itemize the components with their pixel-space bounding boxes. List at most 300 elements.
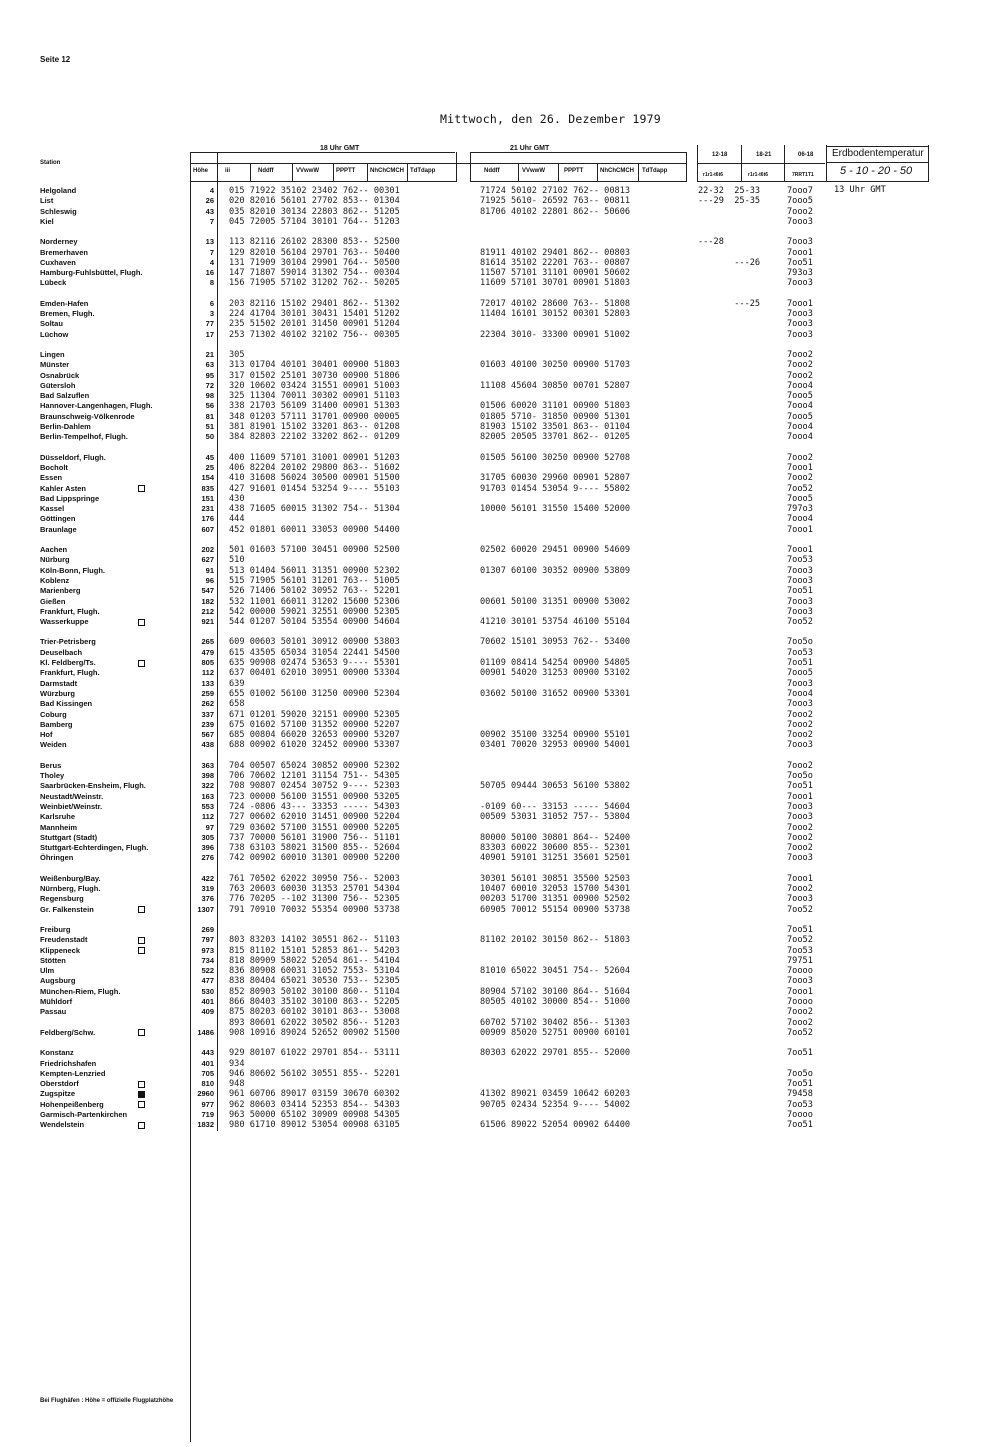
obs-18utc: 742 00902 60010 31301 00900 52200 <box>229 853 400 864</box>
station-height: 17 <box>205 329 214 339</box>
soil-temperature: 7oo52 <box>787 1027 813 1038</box>
obs-18utc: 723 00000 56100 31551 00900 53205 <box>229 791 400 802</box>
station-name: Würzburg <box>40 688 75 698</box>
station-name: Neustadt/Weinstr. <box>40 791 104 801</box>
soil-temperature: 7ooo1 <box>787 873 813 884</box>
station-height: 25 <box>205 462 214 472</box>
obs-18utc: 761 70502 62022 30950 756-- 52003 <box>229 873 400 884</box>
soil-temperature: 7ooo2 <box>787 452 813 463</box>
obs-21utc: 02502 60020 29451 00900 54609 <box>480 545 631 555</box>
obs-18utc: 671 01201 59020 32151 00900 52305 <box>229 709 400 720</box>
station-name: Kl. Feldberg/Ts. <box>40 658 96 667</box>
obs-18utc: 410 31608 56024 30500 00901 51500 <box>229 473 400 484</box>
obs-18utc: 838 80404 65021 30530 753-- 52305 <box>229 976 400 987</box>
nddff-header-21: Nddff <box>484 168 500 174</box>
obs-18utc: 515 71905 56101 31201 763-- 51005 <box>229 575 400 586</box>
soil-temperature: 7oo5o <box>787 771 813 781</box>
obs-18utc: 452 01801 60011 33053 00900 54400 <box>229 524 400 535</box>
station-height: 479 <box>201 647 214 657</box>
obs-18utc: 348 01203 57111 31701 00900 00005 <box>229 411 400 422</box>
soil-temperature: 7ooo4 <box>787 401 813 412</box>
station-name: Karlsruhe <box>40 812 76 822</box>
station-name: Gr. Falkenstein <box>40 904 94 914</box>
obs-21utc: 80000 50100 30801 864-- 52400 <box>480 832 631 843</box>
obs-18utc: 542 00000 59021 32551 00900 52305 <box>229 606 400 617</box>
soil-temperature: 7ooo2 <box>787 1017 813 1028</box>
station-name: Freiburg <box>40 924 71 934</box>
soil-temperature: 7ooo2 <box>787 760 813 771</box>
station-name: Lingen <box>40 349 65 359</box>
station-height: 7 <box>209 247 214 257</box>
station-height: 553 <box>201 801 214 811</box>
obs-18utc: 946 80602 56102 30551 855-- 52201 <box>229 1068 400 1079</box>
pppt-header-21: PPPTT <box>564 168 584 174</box>
obs-21utc: 81706 40102 22801 862-- 50606 <box>480 206 631 217</box>
station-name: Weißenburg/Bay. <box>40 873 101 883</box>
obs-18utc: 035 82010 30134 22803 862-- 51205 <box>229 206 400 217</box>
station-name: Essen <box>40 473 63 483</box>
station-height: 259 <box>201 688 214 698</box>
soil-temperature: 7ooo2 <box>787 709 813 720</box>
station-height: 262 <box>201 699 214 709</box>
station-name: Weiden <box>40 740 67 750</box>
station-height: 269 <box>201 924 214 934</box>
station-height: 2960 <box>197 1089 214 1099</box>
station-height: 212 <box>201 606 214 616</box>
obs-18utc: 836 80908 60031 31052 7553- 53104 <box>229 966 400 977</box>
station-height: 182 <box>201 596 214 606</box>
obs-18utc: 685 00804 66020 32653 00900 53207 <box>229 730 400 741</box>
station-height: 805 <box>201 658 214 667</box>
obs-21utc: 81102 20102 30150 862-- 51803 <box>480 935 631 946</box>
station-height: 6 <box>209 298 214 308</box>
soil-temperature: 7ooo4 <box>787 514 813 525</box>
height-header: Höhe <box>193 168 208 174</box>
station-height: 51 <box>205 422 214 431</box>
soil-temperature: 7oo52 <box>787 617 813 628</box>
obs-18utc: 615 43505 65034 31054 22441 54500 <box>229 647 400 658</box>
soil-temperature: 7ooo4 <box>787 380 813 391</box>
station-name: Bamberg <box>40 719 73 729</box>
station-name: Hof <box>40 730 53 740</box>
station-height: 50 <box>205 432 214 442</box>
station-name: Bad Kissingen <box>40 699 93 709</box>
square-icon <box>138 619 145 626</box>
obs-18utc: 224 41704 30101 30431 15401 51202 <box>229 309 400 319</box>
obs-18utc: 948 <box>229 1079 245 1090</box>
station-height: 176 <box>201 514 214 524</box>
soil-temperature: 7oo51 <box>787 658 813 668</box>
soil-temperature: 7ooo2 <box>787 360 813 371</box>
station-height: 265 <box>201 637 214 647</box>
station-name: Öhringen <box>40 853 74 863</box>
station-height: 305 <box>201 832 214 842</box>
station-height: 396 <box>201 843 214 853</box>
station-height: 977 <box>201 1099 214 1109</box>
obs-21utc: 41302 89021 03459 10642 60203 <box>480 1089 631 1100</box>
station-height: 72 <box>205 380 214 390</box>
station-height: 77 <box>205 319 214 329</box>
station-height: 16 <box>205 268 214 278</box>
station-name: Kiel <box>40 216 54 226</box>
station-height: 401 <box>201 1058 214 1068</box>
obs-21utc: 00601 50100 31351 00900 53002 <box>480 596 631 607</box>
obs-18utc: 020 82016 56101 27702 853-- 01304 <box>229 196 400 207</box>
soil-temperature: 79458 <box>787 1089 813 1100</box>
soil-temperature: 7oo51 <box>787 1048 813 1059</box>
station-height: 4 <box>209 257 214 267</box>
soil-temperature: 7ooo7 <box>787 186 813 196</box>
obs-18utc: 708 90807 02454 30752 9---- 52303 <box>229 781 400 792</box>
station-name: Augsburg <box>40 976 76 986</box>
station-height: 96 <box>205 575 214 585</box>
obs-18utc: 961 60706 89017 03159 30670 60302 <box>229 1089 400 1100</box>
soil-temperature: 7ooo3 <box>787 278 813 289</box>
extremes-values: ---25 <box>698 298 761 309</box>
station-height: 719 <box>201 1110 214 1119</box>
obs-21utc: 81911 40102 29401 862-- 00803 <box>480 247 631 258</box>
station-height: 567 <box>201 730 214 740</box>
station-name: Bad Salzuflen <box>40 391 90 401</box>
obs-18utc: 544 01207 50104 53554 00900 54604 <box>229 617 400 628</box>
station-name: Friedrichshafen <box>40 1058 97 1068</box>
soil-temperature: 7ooo2 <box>787 349 813 360</box>
obs-18utc: 444 <box>229 514 245 525</box>
obs-18utc: 510 <box>229 555 245 566</box>
square-icon <box>138 1029 145 1036</box>
obs-18utc: 980 61710 89012 53054 00908 63105 <box>229 1120 400 1131</box>
station-name: Trier-Petrisberg <box>40 637 96 647</box>
obs-18utc: 532 11001 66011 31202 15600 52306 <box>229 596 400 607</box>
obs-21utc: 80904 57102 30100 864-- 51604 <box>480 986 631 997</box>
obs-21utc: 41210 30101 53754 46100 55104 <box>480 617 631 628</box>
station-height: 63 <box>205 360 214 370</box>
obs-21utc: 50705 09444 30653 56100 53802 <box>480 781 631 792</box>
obs-21utc: 81614 35102 22201 763-- 00807 <box>480 257 631 268</box>
station-name: Osnabrück <box>40 370 80 380</box>
station-height: 401 <box>201 997 214 1006</box>
station-height: 154 <box>201 473 214 483</box>
obs-21utc: 71925 5610- 26592 763-- 00811 <box>480 196 631 207</box>
station-name: Kempten-Lenzried <box>40 1068 106 1078</box>
soil-temperature: 7ooo2 <box>787 884 813 894</box>
station-height: 81 <box>205 411 214 421</box>
station-height: 95 <box>205 370 214 380</box>
page-number: Seite 12 <box>40 55 71 64</box>
obs-21utc: 70602 15101 30953 762-- 53400 <box>480 637 631 648</box>
station-name: Oberstdorf <box>40 1079 79 1089</box>
obs-18utc: 305 <box>229 349 245 360</box>
obs-18utc: 776 70205 --102 31300 756-- 52305 <box>229 894 400 905</box>
obs-21utc: 81903 15102 33501 863-- 01104 <box>480 422 631 432</box>
obs-18utc: 203 82116 15102 29401 862-- 51302 <box>229 298 400 309</box>
station-height: 7 <box>209 216 214 226</box>
obs-18utc: 501 01603 57100 30451 00900 52500 <box>229 545 400 555</box>
station-name: Berus <box>40 760 62 770</box>
obs-18utc: 320 10602 03424 31551 00901 51003 <box>229 380 400 391</box>
station-name: Hohenpeißenberg <box>40 1099 104 1109</box>
nddff-header-18: Nddff <box>258 168 274 174</box>
station-height: 112 <box>201 668 214 678</box>
station-name: Nürnberg, Flugh. <box>40 884 101 893</box>
soil-temperature: 7ooo3 <box>787 853 813 864</box>
station-name: Münster <box>40 360 70 370</box>
soil-temperature: 7oo5o <box>787 637 813 648</box>
obs-18utc: 325 11304 70011 30302 00901 51103 <box>229 391 400 402</box>
station-height: 530 <box>201 986 214 996</box>
soil-temperature: 7ooo3 <box>787 976 813 987</box>
station-name: Hannover-Langenhagen, Flugh. <box>40 401 153 411</box>
obs-18utc: 381 81901 15102 33201 863-- 01208 <box>229 422 400 432</box>
obs18-header: 18 Uhr GMT <box>320 145 360 152</box>
obs-18utc: 235 51502 20101 31450 00901 51204 <box>229 319 400 330</box>
obs-18utc: 724 -0806 43--- 33353 ----- 54303 <box>229 801 400 812</box>
station-name: Wasserkuppe <box>40 617 89 627</box>
iii-header: iii <box>225 168 231 174</box>
obs-21utc: 80505 40102 30000 854-- 51000 <box>480 997 631 1007</box>
soil-temperature: 7oo53 <box>787 945 813 956</box>
station-name: Weinbiet/Weinstr. <box>40 801 103 811</box>
station-name: Lüchow <box>40 329 69 339</box>
soil-temperature: 7oo5o <box>787 1068 813 1079</box>
soil-temperature: 7ooo1 <box>787 298 813 309</box>
obs-18utc: 526 71406 50102 30952 763-- 52201 <box>229 586 400 597</box>
station-name: Cuxhaven <box>40 257 76 267</box>
obs-21utc: 03401 70020 32953 00900 54001 <box>480 740 631 751</box>
obs-21utc: 01506 60020 31101 00900 51803 <box>480 401 631 412</box>
station-height: 398 <box>201 771 214 780</box>
obs-18utc: 338 21703 56109 31400 00901 51303 <box>229 401 400 412</box>
station-name: Köln-Bonn, Flugh. <box>40 565 105 575</box>
soil-temperature: 7ooo3 <box>787 699 813 710</box>
station-height: 112 <box>201 812 214 822</box>
obs-21utc: 00902 35100 33254 00900 55101 <box>480 730 631 741</box>
obs-18utc: 706 70602 12101 31154 751-- 54305 <box>229 771 400 781</box>
obs-18utc: 317 01502 25101 30730 00900 51806 <box>229 370 400 381</box>
station-name: Lübeck <box>40 278 67 288</box>
station-name: Bocholt <box>40 462 68 472</box>
obs-18utc: 815 81102 15101 52853 861-- 54203 <box>229 945 400 956</box>
soil-temperature: 7ooo3 <box>787 319 813 330</box>
soil-temperature: 7oo53 <box>787 555 813 566</box>
soil-temperature: 7ooo3 <box>787 894 813 905</box>
station-name: Braunschweig-Völkenrode <box>40 411 135 421</box>
station-height: 13 <box>205 237 214 247</box>
col-1218-sub: r1r1-t6t6 <box>703 172 724 178</box>
obs-18utc: 637 00401 62010 30951 00900 53304 <box>229 668 400 679</box>
obs-18utc: 727 00602 62010 31451 00900 52204 <box>229 812 400 823</box>
station-height: 363 <box>201 760 214 770</box>
station-name: Berlin-Tempelhof, Flugh. <box>40 432 128 442</box>
obs-18utc: 131 71909 30104 29901 764-- 50500 <box>229 257 400 268</box>
obs-18utc: 929 80107 61022 29701 854-- 53111 <box>229 1048 400 1059</box>
station-height: 97 <box>205 822 214 832</box>
station-height: 627 <box>201 555 214 565</box>
soil-temperature: 7ooo3 <box>787 606 813 617</box>
station-name: Frankfurt, Flugh. <box>40 606 100 616</box>
soil-temperature: 7ooo3 <box>787 309 813 319</box>
obs-18utc: 852 80903 50102 30100 860-- 51104 <box>229 986 400 997</box>
square-icon <box>138 1101 145 1108</box>
soil-time-note: 13 Uhr GMT <box>834 185 886 195</box>
station-height: 202 <box>201 545 214 554</box>
nh-header-21: NhChCMCH <box>600 168 634 174</box>
soil-temperature: 7ooo3 <box>787 565 813 576</box>
station-height: 322 <box>201 781 214 791</box>
obs-18utc: 015 71922 35102 23402 762-- 00301 <box>229 186 400 196</box>
station-height: 443 <box>201 1048 214 1058</box>
soil-temperature: 7oo52 <box>787 483 813 494</box>
obs-18utc: 430 <box>229 493 245 504</box>
col-1821-sub: r1r1-t6t6 <box>748 172 769 178</box>
station-name: Kahler Asten <box>40 483 86 493</box>
station-name: Konstanz <box>40 1048 74 1058</box>
station-height: 1832 <box>197 1120 214 1130</box>
obs-18utc: 729 03602 57100 31551 00900 52205 <box>229 822 400 833</box>
soil-temperature: 7ooo4 <box>787 422 813 432</box>
obs-18utc: 658 <box>229 699 245 710</box>
station-name: Norderney <box>40 237 78 247</box>
station-name: Stuttgart-Echterdingen, Flugh. <box>40 843 149 853</box>
station-height: 810 <box>201 1079 214 1089</box>
extremes-values: 22-32 25-33 <box>698 186 761 196</box>
soil-temperature: 7oo51 <box>787 586 813 597</box>
obs-21utc: 22304 3010- 33300 00901 51002 <box>480 329 631 340</box>
col-1821-header: 18-21 <box>756 152 772 158</box>
square-icon <box>138 1081 145 1088</box>
station-height: 1486 <box>197 1027 214 1037</box>
station-height: 797 <box>201 935 214 945</box>
soil-temperature: 7ooo2 <box>787 843 813 854</box>
soil-temperature: 7ooo2 <box>787 473 813 484</box>
tdt-header-21: TdTdapp <box>642 168 668 174</box>
col-1218-header: 12-18 <box>712 152 728 158</box>
extremes-values: ---26 <box>698 257 761 268</box>
obs-21utc: 03602 50100 31652 00900 53301 <box>480 688 631 699</box>
obs-18utc: 655 01002 56100 31250 00900 52304 <box>229 688 400 699</box>
station-name: Deuselbach <box>40 647 83 657</box>
obs-18utc: 818 80909 58022 52054 861-- 54104 <box>229 955 400 966</box>
station-name: Saarbrücken-Ensheim, Flugh. <box>40 781 146 791</box>
obs-21utc: 71724 50102 27102 762-- 00813 <box>480 186 631 196</box>
soil-temperature: 7ooo4 <box>787 432 813 443</box>
soil-temperature: 7oooo <box>787 997 813 1007</box>
soil-temperature: 7ooo3 <box>787 812 813 823</box>
obs-18utc: 639 <box>229 678 245 689</box>
soil-temperature: 7ooo3 <box>787 740 813 751</box>
soil-temperature: 797o3 <box>787 504 813 515</box>
station-height: 231 <box>201 504 214 514</box>
soil-temperature: 7oo51 <box>787 1120 813 1131</box>
station-name: Soltau <box>40 319 63 329</box>
obs-18utc: 438 71605 60015 31302 754-- 51304 <box>229 504 400 515</box>
obs-21utc: 40901 59101 31251 35601 52501 <box>480 853 631 864</box>
station-height: 133 <box>201 678 214 688</box>
station-name: Garmisch-Partenkirchen <box>40 1110 128 1119</box>
station-height: 477 <box>201 976 214 986</box>
obs-18utc: 156 71905 57102 31202 762-- 50205 <box>229 278 400 289</box>
square-icon <box>138 485 145 492</box>
station-name: Ulm <box>40 966 55 976</box>
station-height: 163 <box>201 791 214 801</box>
station-name: Feldberg/Schw. <box>40 1027 96 1037</box>
obs-18utc: 384 82803 22102 33202 862-- 01209 <box>229 432 400 443</box>
station-height: 21 <box>205 349 214 359</box>
obs-18utc: 427 91601 01454 53254 9---- 55103 <box>229 483 400 494</box>
station-height: 151 <box>201 493 214 503</box>
obs-21utc: 60702 57102 30402 856-- 51303 <box>480 1017 631 1028</box>
soil-temperature: 7ooo5 <box>787 411 813 422</box>
obs-18utc: 893 80601 62022 30502 856-- 51203 <box>229 1017 400 1028</box>
obs-18utc: 875 80203 60102 30101 863-- 53008 <box>229 1007 400 1018</box>
soil-temperature: 7ooo1 <box>787 247 813 258</box>
station-name: Wendelstein <box>40 1120 85 1130</box>
soil-temperature: 7oo53 <box>787 1099 813 1110</box>
square-icon <box>138 660 145 667</box>
filled-square-icon <box>138 1091 145 1098</box>
obs-18utc: 406 82204 20102 29800 863-- 51602 <box>229 462 400 473</box>
obs-18utc: 147 71807 59014 31302 754-- 00304 <box>229 268 400 279</box>
obs-18utc: 962 80603 03414 52353 854-- 54303 <box>229 1099 400 1110</box>
vvwww-header-18: VVwwW <box>296 168 320 174</box>
station-height: 376 <box>201 894 214 904</box>
obs-21utc: 11507 57101 31101 00901 50602 <box>480 268 631 279</box>
soil-temperature: 7ooo3 <box>787 575 813 586</box>
soil-temperature: 7oo51 <box>787 257 813 268</box>
soil-temperature: 7ooo3 <box>787 801 813 812</box>
soil-temperature: 7oooo <box>787 1110 813 1120</box>
station-height: 45 <box>205 452 214 462</box>
obs-21utc: 83303 60022 30600 855-- 52301 <box>480 843 631 854</box>
station-height: 438 <box>201 740 214 750</box>
soil-temperature: 7oo51 <box>787 1079 813 1090</box>
soil-temperature: 7oo51 <box>787 924 813 935</box>
station-name: Zugspitze <box>40 1089 75 1099</box>
obs-21utc: 11404 16101 30152 00301 52803 <box>480 309 631 319</box>
obs-21utc: 10000 56101 31550 15400 52000 <box>480 504 631 515</box>
obs-18utc: 908 10916 89024 52652 00902 51500 <box>229 1027 400 1038</box>
station-height: 409 <box>201 1007 214 1017</box>
soil-temperature: 7oo51 <box>787 781 813 792</box>
station-name: Helgoland <box>40 186 77 195</box>
obs-18utc: 763 20603 60030 31353 25701 54304 <box>229 884 400 894</box>
station-name: Kassel <box>40 504 65 514</box>
station-height: 835 <box>201 483 214 493</box>
obs21-header: 21 Uhr GMT <box>510 145 550 152</box>
soil-temperature: 7ooo2 <box>787 822 813 833</box>
station-height: 276 <box>201 853 214 863</box>
station-name: Göttingen <box>40 514 76 524</box>
soil-depth-header: 5 - 10 - 20 - 50 <box>840 165 913 177</box>
obs-18utc: 253 71302 40102 32102 756-- 00305 <box>229 329 400 340</box>
station-header: Station <box>40 160 61 166</box>
obs-18utc: 400 11609 57101 31001 00901 51203 <box>229 452 400 463</box>
station-height: 239 <box>201 719 214 729</box>
obs-21utc: -0109 60--- 33153 ----- 54604 <box>480 801 631 812</box>
station-name: Coburg <box>40 709 67 719</box>
station-name: Koblenz <box>40 575 70 585</box>
obs-21utc: 90705 02434 52354 9---- 54002 <box>480 1099 631 1110</box>
obs-21utc: 11609 57101 30701 00901 51803 <box>480 278 631 289</box>
soil-temperature: 7ooo2 <box>787 1007 813 1018</box>
soil-temperature: 7oo53 <box>787 647 813 658</box>
obs-21utc: 00509 53031 31052 757-- 53804 <box>480 812 631 823</box>
obs-21utc: 61506 89022 52054 00902 64400 <box>480 1120 631 1131</box>
obs-18utc: 675 01602 57100 31352 00900 52207 <box>229 719 400 730</box>
station-name: Freudenstadt <box>40 935 88 945</box>
obs-18utc: 513 01404 56011 31351 00900 52302 <box>229 565 400 576</box>
station-height: 26 <box>205 196 214 206</box>
